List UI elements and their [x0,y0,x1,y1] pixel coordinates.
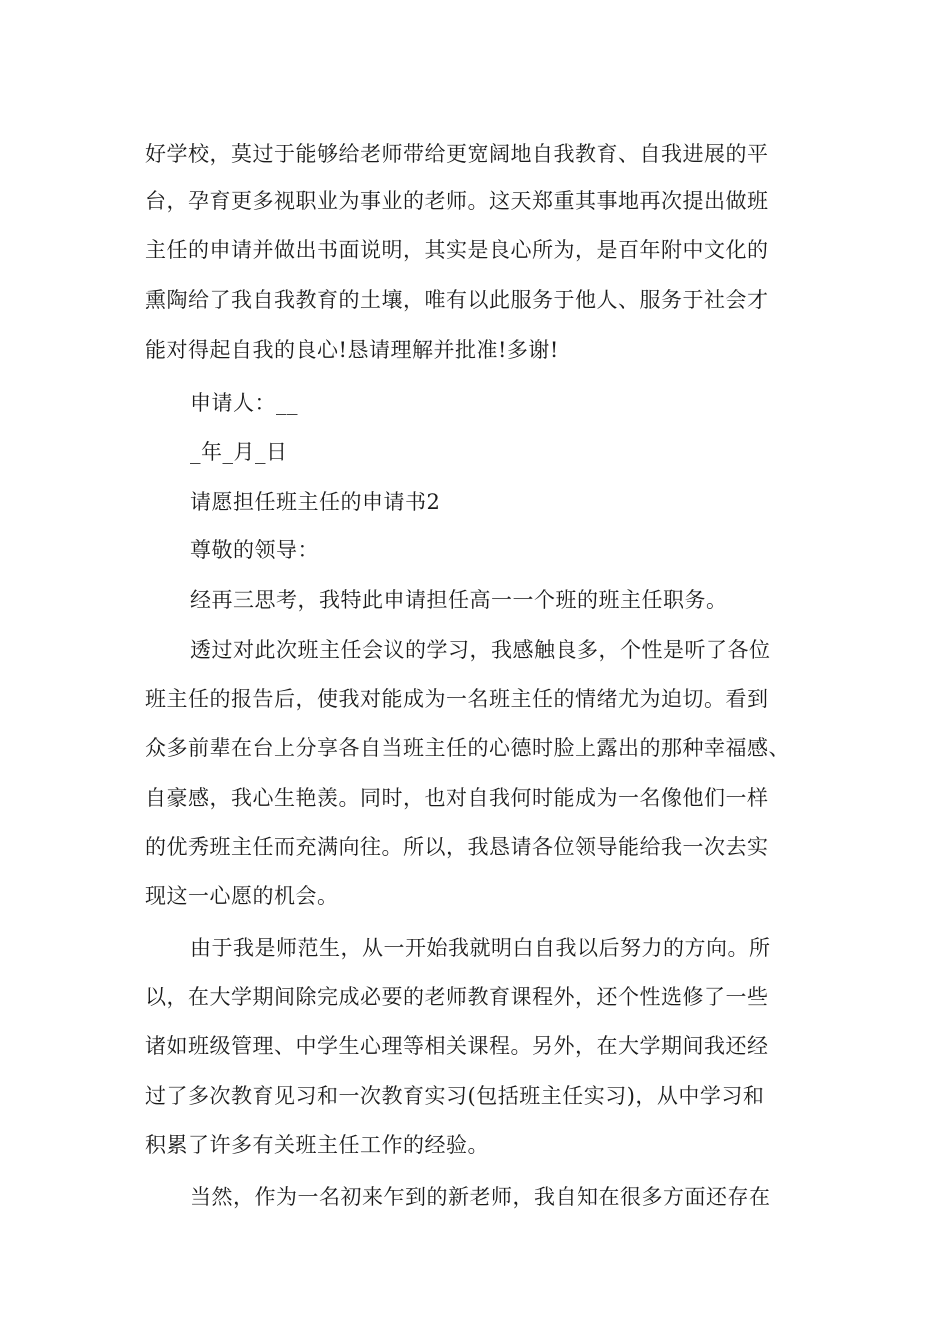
applicant-line: 申请人：__ [190,391,298,415]
date-line: _年_月_日 [190,440,288,464]
salutation: 尊敬的领导： [190,538,319,562]
text-line: 好学校，莫过于能够给老师带给更宽阔地自我教育、自我进展的平 [145,142,769,166]
text-line: 众多前辈在台上分享各自当班主任的心德时脸上露出的那种幸福感、 [145,736,790,760]
text-line: 台，孕育更多视职业为事业的老师。这天郑重其事地再次提出做班 [145,189,769,213]
text-line: 熏陶给了我自我教育的土壤，唯有以此服务于他人、服务于社会才 [145,288,769,312]
text-line: 以，在大学期间除完成必要的老师教育课程外，还个性选修了一些 [145,985,769,1009]
text-line: 主任的申请并做出书面说明，其实是良心所为，是百年附中文化的 [145,238,769,262]
text-line: 经再三思考，我特此申请担任高一一个班的班主任职务。 [190,588,728,612]
text-line: 当然，作为一名初来乍到的新老师，我自知在很多方面还存在 [190,1185,771,1209]
text-line: 诸如班级管理、中学生心理等相关课程。另外，在大学期间我还经 [145,1034,769,1058]
text-line: 自豪感，我心生艳羡。同时，也对自我何时能成为一名像他们一样 [145,786,769,810]
text-line: 现这一心愿的机会。 [145,884,339,908]
text-line: 透过对此次班主任会议的学习，我感触良多，个性是听了各位 [190,638,771,662]
text-line: 班主任的报告后，使我对能成为一名班主任的情绪尤为迫切。看到 [145,687,769,711]
section-title: 请愿担任班主任的申请书2 [190,490,441,514]
text-line: 过了多次教育见习和一次教育实习(包括班主任实习)，从中学习和 [145,1084,765,1108]
text-line: 由于我是师范生，从一开始我就明白自我以后努力的方向。所 [190,936,771,960]
text-line: 的优秀班主任而充满向往。所以，我恳请各位领导能给我一次去实 [145,835,769,859]
text-line: 能对得起自我的良心!恳请理解并批准!多谢! [145,338,559,362]
text-line: 积累了许多有关班主任工作的经验。 [145,1133,489,1157]
